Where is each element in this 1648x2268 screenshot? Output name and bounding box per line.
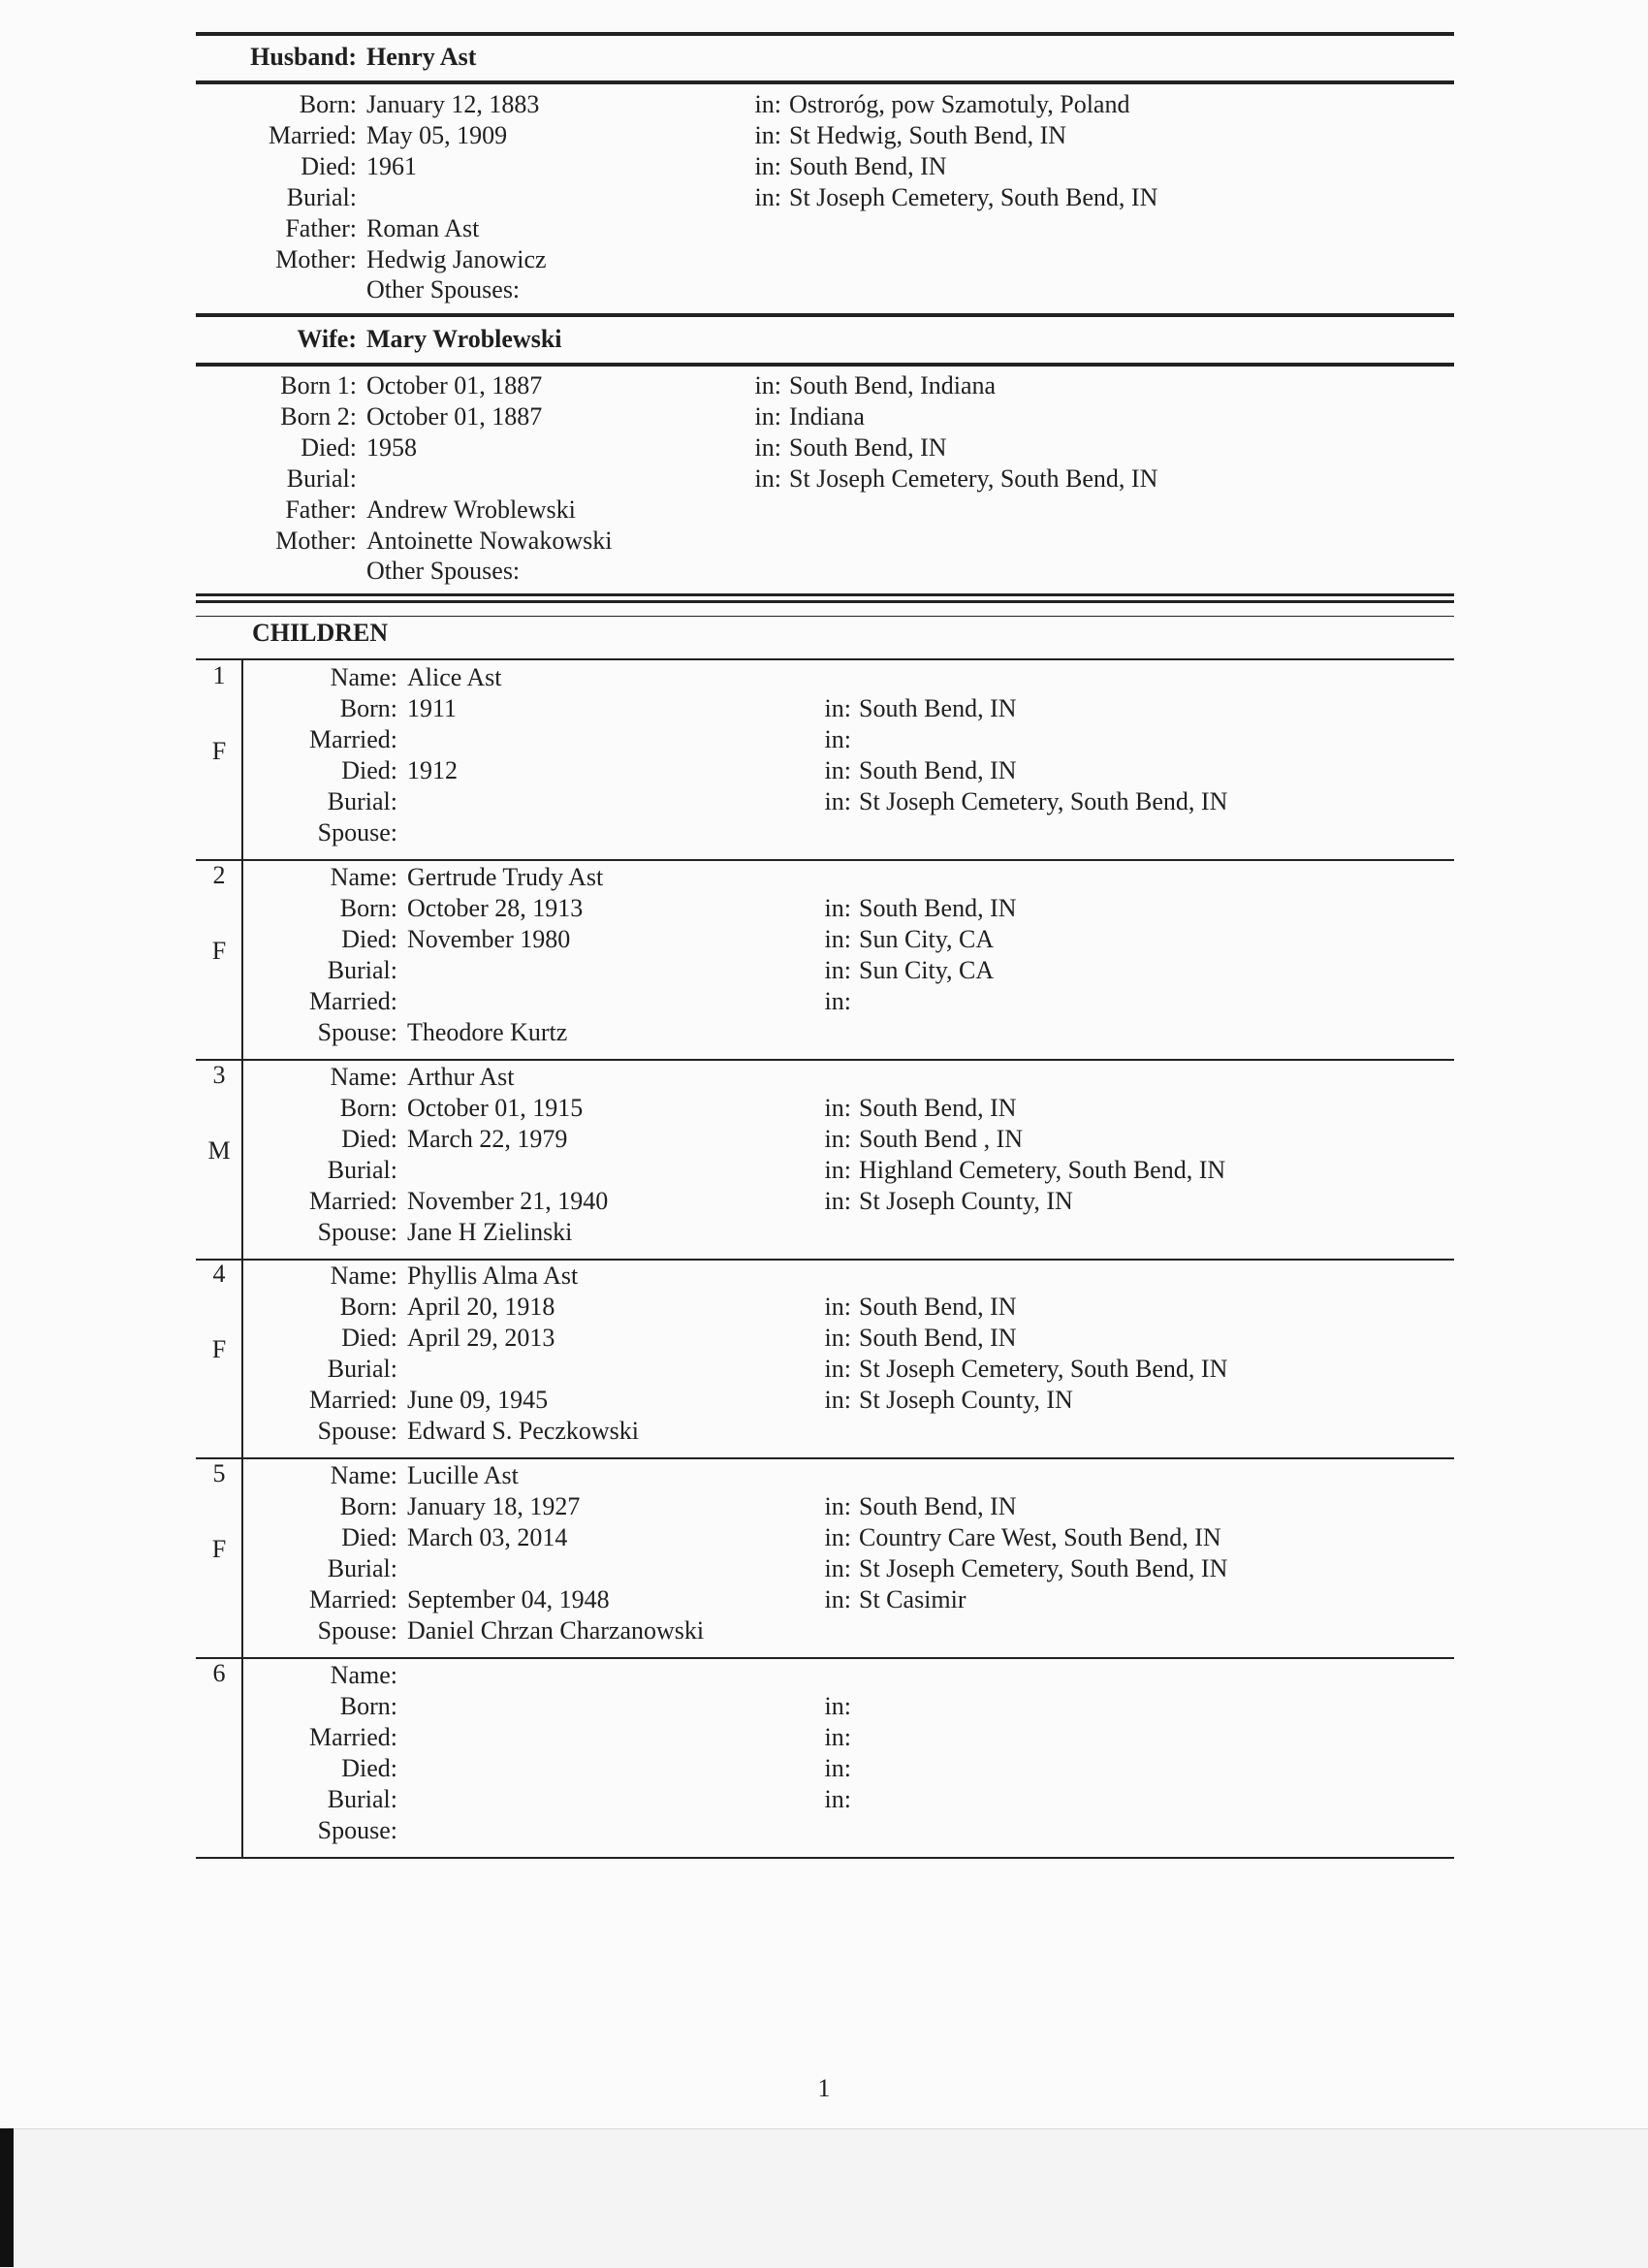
child-field-label: Name: — [330, 863, 397, 891]
wife-other-spouses: Other Spouses: — [366, 557, 521, 585]
wife-section-rule-double — [196, 600, 1454, 603]
child-field-value: November 1980 — [407, 925, 571, 953]
child-field-label: Burial: — [327, 1785, 397, 1813]
child-column-divider — [241, 1657, 243, 1857]
child-field-label: Married: — [309, 725, 397, 753]
child-place-prefix: in: — [824, 1692, 851, 1720]
child-place: St Joseph Cemetery, South Bend, IN — [859, 1554, 1228, 1582]
child-place: South Bend, IN — [859, 1324, 1017, 1352]
child-field-label: Married: — [309, 1585, 397, 1613]
child-field-value: June 09, 1945 — [407, 1386, 549, 1414]
child-sex: F — [211, 1335, 227, 1363]
child-place-prefix: in: — [824, 1094, 851, 1122]
wife-place-prefix: in: — [754, 464, 781, 493]
child-field-value: Theodore Kurtz — [407, 1018, 568, 1046]
child-field-label: Married: — [309, 1187, 397, 1215]
husband-field-label: Born: — [299, 90, 357, 118]
husband-place-prefix: in: — [754, 121, 781, 149]
child-place: St Joseph Cemetery, South Bend, IN — [859, 787, 1228, 815]
wife-place: South Bend, IN — [789, 433, 947, 462]
child-column-divider — [241, 1457, 243, 1657]
child-number: 5 — [212, 1459, 226, 1487]
child-bottom-rule — [196, 1657, 1454, 1659]
child-field-value: Daniel Chrzan Charzanowski — [407, 1616, 705, 1645]
wife-field-value: 1958 — [366, 433, 417, 462]
child-place-prefix: in: — [824, 1386, 851, 1414]
page-number: 1 — [817, 2074, 831, 2102]
wife-place-prefix: in: — [754, 402, 781, 431]
husband-place: South Bend, IN — [789, 152, 947, 180]
child-field-value: Alice Ast — [407, 663, 502, 691]
child-field-label: Died: — [341, 1324, 397, 1352]
child-place: Highland Cemetery, South Bend, IN — [859, 1156, 1226, 1184]
wife-section-rule — [196, 593, 1454, 596]
child-field-label: Name: — [330, 1262, 397, 1290]
husband-field-value: 1961 — [366, 152, 417, 180]
husband-field-label: Burial: — [286, 183, 357, 211]
child-field-label: Spouse: — [317, 1018, 397, 1046]
child-field-value: September 04, 1948 — [407, 1585, 610, 1613]
child-field-label: Name: — [330, 1063, 397, 1091]
child-field-value: November 21, 1940 — [407, 1187, 609, 1215]
child-field-label: Died: — [341, 756, 397, 784]
husband-heading-rule — [196, 80, 1454, 84]
husband-field-label: Married: — [269, 121, 357, 149]
child-bottom-rule — [196, 1857, 1454, 1859]
wife-field-label: Died: — [301, 433, 357, 462]
husband-field-value: Roman Ast — [366, 214, 480, 242]
husband-place-prefix: in: — [754, 152, 781, 180]
child-column-divider — [241, 659, 243, 859]
wife-field-value: October 01, 1887 — [366, 402, 543, 431]
children-top-rule — [196, 616, 1454, 617]
child-place: South Bend, IN — [859, 1094, 1017, 1122]
child-column-divider — [241, 1059, 243, 1259]
child-field-label: Spouse: — [317, 1616, 397, 1645]
child-field-label: Burial: — [327, 787, 397, 815]
wife-heading-rule — [196, 363, 1454, 367]
child-field-label: Born: — [339, 694, 397, 722]
child-place-prefix: in: — [824, 1585, 851, 1613]
child-place: St Joseph County, IN — [859, 1187, 1073, 1215]
child-field-label: Burial: — [327, 1355, 397, 1383]
husband-field-label: Died: — [301, 152, 357, 180]
child-column-divider — [241, 1258, 243, 1457]
top-rule — [196, 32, 1454, 36]
husband-field-label: Mother: — [275, 245, 357, 273]
husband-other-spouses: Other Spouses: — [366, 275, 521, 303]
child-field-label: Burial: — [327, 956, 397, 984]
child-sex: F — [211, 1535, 227, 1563]
child-place-prefix: in: — [824, 1723, 851, 1751]
child-place-prefix: in: — [824, 925, 851, 953]
child-field-value: March 22, 1979 — [407, 1125, 568, 1153]
child-field-label: Burial: — [327, 1554, 397, 1582]
child-sex: F — [211, 937, 227, 965]
child-field-label: Name: — [330, 1461, 397, 1489]
child-place-prefix: in: — [824, 1492, 851, 1520]
child-field-value: April 29, 2013 — [407, 1324, 555, 1352]
child-field-value: Arthur Ast — [407, 1063, 515, 1091]
child-field-label: Born: — [339, 1293, 397, 1321]
child-place: St Joseph County, IN — [859, 1386, 1073, 1414]
child-bottom-rule — [196, 1457, 1454, 1459]
child-field-label: Spouse: — [317, 1417, 397, 1445]
wife-field-label: Burial: — [286, 464, 357, 493]
child-place: St Joseph Cemetery, South Bend, IN — [859, 1355, 1228, 1383]
husband-name: Henry Ast — [366, 43, 477, 71]
child-field-label: Spouse: — [317, 818, 397, 847]
child-number: 6 — [212, 1659, 226, 1687]
child-field-label: Married: — [309, 987, 397, 1015]
child-place-prefix: in: — [824, 987, 851, 1015]
children-heading: CHILDREN — [252, 619, 389, 647]
child-field-value: Gertrude Trudy Ast — [407, 863, 604, 891]
child-field-label: Burial: — [327, 1156, 397, 1184]
wife-field-label: Born 1: — [280, 371, 357, 399]
child-place-prefix: in: — [824, 1355, 851, 1383]
husband-field-value: Hedwig Janowicz — [366, 245, 547, 273]
child-field-value: October 01, 1915 — [407, 1094, 584, 1122]
wife-heading-label: Wife: — [297, 325, 357, 353]
child-place-prefix: in: — [824, 694, 851, 722]
husband-place: St Joseph Cemetery, South Bend, IN — [789, 183, 1158, 211]
child-place-prefix: in: — [824, 1293, 851, 1321]
child-field-label: Died: — [341, 1125, 397, 1153]
husband-field-label: Father: — [285, 214, 357, 242]
child-field-value: January 18, 1927 — [407, 1492, 581, 1520]
child-number: 1 — [212, 661, 226, 689]
child-place: South Bend , IN — [859, 1125, 1023, 1153]
child-place: St Casimir — [859, 1585, 967, 1613]
child-place-prefix: in: — [824, 956, 851, 984]
child-place-prefix: in: — [824, 1554, 851, 1582]
child-place: South Bend, IN — [859, 694, 1017, 722]
wife-field-value: Andrew Wroblewski — [366, 495, 576, 524]
child-field-value: April 20, 1918 — [407, 1293, 555, 1321]
child-place: Sun City, CA — [859, 925, 995, 953]
child-place-prefix: in: — [824, 787, 851, 815]
child-field-value: Edward S. Peczkowski — [407, 1417, 640, 1445]
child-column-divider — [241, 859, 243, 1059]
child-field-label: Spouse: — [317, 1218, 397, 1246]
wife-place-prefix: in: — [754, 433, 781, 462]
child-field-value: March 03, 2014 — [407, 1523, 568, 1551]
child-field-label: Spouse: — [317, 1816, 397, 1844]
child-field-label: Born: — [339, 894, 397, 922]
child-place-prefix: in: — [824, 1187, 851, 1215]
child-field-label: Died: — [341, 1523, 397, 1551]
child-place: Sun City, CA — [859, 956, 995, 984]
child-place: South Bend, IN — [859, 756, 1017, 784]
child-place-prefix: in: — [824, 725, 851, 753]
wife-field-value: Antoinette Nowakowski — [366, 527, 613, 555]
child-field-label: Name: — [330, 1661, 397, 1689]
husband-section-rule — [196, 313, 1454, 317]
wife-field-label: Mother: — [275, 527, 357, 555]
child-field-label: Name: — [330, 663, 397, 691]
wife-field-label: Father: — [285, 495, 357, 524]
husband-place: Ostroróg, pow Szamotuly, Poland — [789, 90, 1130, 118]
children-heading-rule — [196, 658, 1454, 660]
husband-place-prefix: in: — [754, 183, 781, 211]
child-field-label: Married: — [309, 1723, 397, 1751]
child-place: Country Care West, South Bend, IN — [859, 1523, 1221, 1551]
wife-field-label: Born 2: — [280, 402, 357, 431]
child-field-label: Married: — [309, 1386, 397, 1414]
child-field-label: Born: — [339, 1492, 397, 1520]
child-field-value: Phyllis Alma Ast — [407, 1262, 579, 1290]
child-place-prefix: in: — [824, 1125, 851, 1153]
wife-place-prefix: in: — [754, 371, 781, 399]
husband-place-prefix: in: — [754, 90, 781, 118]
child-place: South Bend, IN — [859, 1492, 1017, 1520]
child-sex: M — [207, 1136, 231, 1165]
wife-place: St Joseph Cemetery, South Bend, IN — [789, 464, 1158, 493]
child-number: 2 — [212, 861, 226, 889]
child-field-label: Born: — [339, 1094, 397, 1122]
child-place-prefix: in: — [824, 894, 851, 922]
child-field-value: Jane H Zielinski — [407, 1218, 573, 1246]
wife-name: Mary Wroblewski — [366, 325, 562, 353]
child-field-value: 1912 — [407, 756, 458, 784]
scanner-dark-edge — [0, 2128, 14, 2267]
wife-place: Indiana — [789, 402, 865, 431]
husband-place: St Hedwig, South Bend, IN — [789, 121, 1066, 149]
child-field-label: Died: — [341, 1754, 397, 1782]
child-sex: F — [211, 737, 227, 765]
child-field-value: October 28, 1913 — [407, 894, 584, 922]
wife-place: South Bend, Indiana — [789, 371, 997, 399]
child-place: South Bend, IN — [859, 894, 1017, 922]
child-bottom-rule — [196, 1059, 1454, 1061]
child-place-prefix: in: — [824, 1754, 851, 1782]
child-place-prefix: in: — [824, 1156, 851, 1184]
child-place-prefix: in: — [824, 1523, 851, 1551]
child-field-label: Born: — [339, 1692, 397, 1720]
husband-heading-label: Husband: — [250, 43, 357, 71]
child-number: 4 — [212, 1260, 226, 1288]
wife-field-value: October 01, 1887 — [366, 371, 543, 399]
child-bottom-rule — [196, 859, 1454, 861]
child-field-value: 1911 — [407, 694, 458, 722]
child-place-prefix: in: — [824, 1785, 851, 1813]
child-field-value: Lucille Ast — [407, 1461, 519, 1489]
child-field-label: Died: — [341, 925, 397, 953]
scanner-bed-edge — [0, 2128, 1648, 2268]
husband-field-value: May 05, 1909 — [366, 121, 508, 149]
husband-field-value: January 12, 1883 — [366, 90, 540, 118]
child-place-prefix: in: — [824, 756, 851, 784]
child-place-prefix: in: — [824, 1324, 851, 1352]
child-place: South Bend, IN — [859, 1293, 1017, 1321]
child-number: 3 — [212, 1061, 226, 1089]
